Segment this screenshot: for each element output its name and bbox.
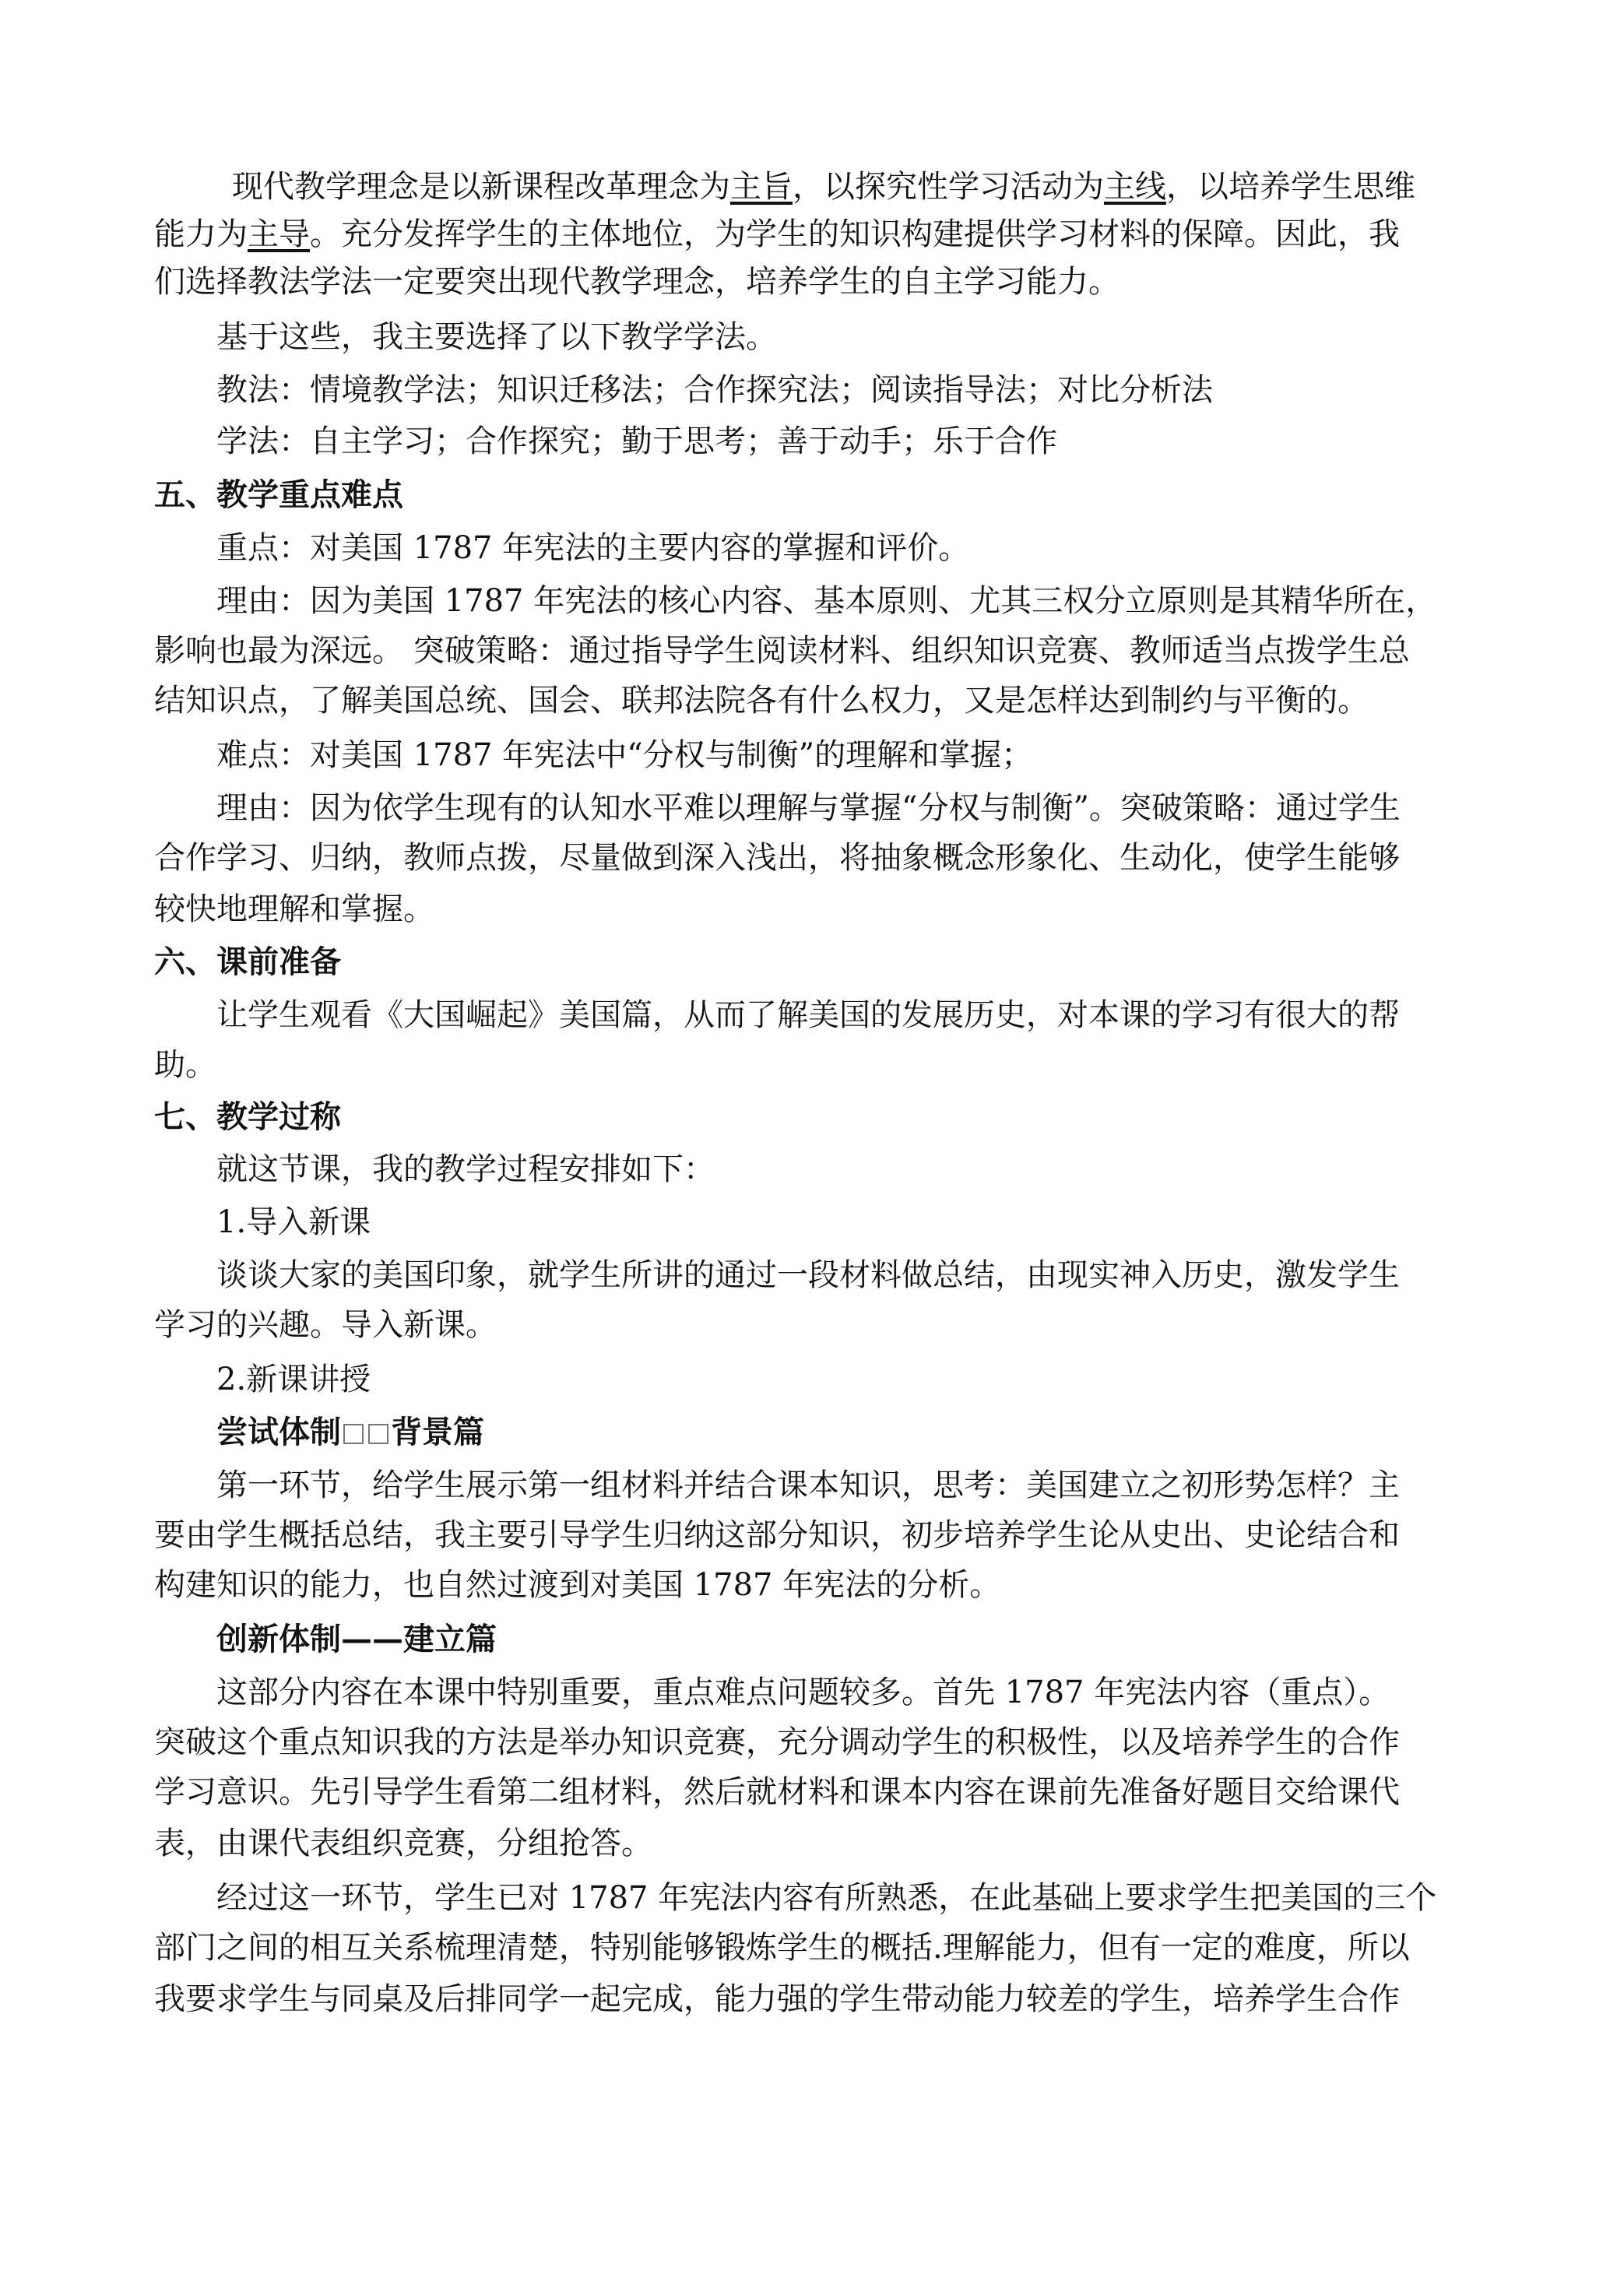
difficult-point-reason: 理由：因为依学生现有的认知水平难以理解与掌握“分权与制衡”。突破策略：通过学生 bbox=[216, 790, 1401, 826]
teaching-methods: 教法：情境教学法；知识迁移法；合作探究法；阅读指导法；对比分析法 bbox=[216, 372, 1213, 408]
process-intro: 就这节课，我的教学过程安排如下： bbox=[216, 1151, 715, 1187]
relations-para-line-1: 经过这一环节，学生已对 1787 年宪法内容有所熟悉，在此基础上要求学生把美国的三个 bbox=[216, 1880, 1437, 1916]
difficult-point-strategy-cont: 较快地理解和掌握。 bbox=[154, 891, 434, 927]
step-2-title: 2.新课讲授 bbox=[216, 1362, 371, 1397]
preparation-text-cont: 助。 bbox=[154, 1047, 216, 1083]
preparation-text: 让学生观看《大国崛起》美国篇，从而了解美国的发展历史，对本课的学习有很大的帮 bbox=[216, 997, 1400, 1033]
section-7-heading: 七、教学过称 bbox=[154, 1098, 341, 1135]
step-1-title: 1.导入新课 bbox=[216, 1204, 371, 1240]
subsection-background: 尝试体制 背景篇 bbox=[216, 1414, 484, 1450]
establishment-para-line-4: 表，由课代表组织竞赛，分组抢答。 bbox=[154, 1826, 652, 1861]
underlined-term: 主旨 bbox=[730, 169, 793, 205]
key-point-strategy-cont: 结知识点，了解美国总统、国会、联邦法院各有什么权力，又是怎样达到制约与平衡的。 bbox=[154, 683, 1369, 719]
missing-glyph-box bbox=[368, 1424, 388, 1444]
intro-line-1: 现代教学理念是以新课程改革理念为主旨，以探究性学习活动为主线，以培养学生思维 bbox=[232, 169, 1415, 205]
relations-para-line-3: 我要求学生与同桌及后排同学一起完成，能力强的学生带动能力较差的学生，培养学生合作 bbox=[154, 1981, 1400, 2017]
key-point: 重点：对美国 1787 年宪法的主要内容的掌握和评价。 bbox=[216, 530, 970, 566]
background-para-line-1: 第一环节，给学生展示第一组材料并结合课本知识，思考：美国建立之初形势怎样？主 bbox=[216, 1467, 1400, 1503]
underlined-term: 主导 bbox=[248, 216, 310, 252]
underlined-term: 主线 bbox=[1104, 169, 1166, 205]
establishment-para-line-3: 学习意识。先引导学生看第二组材料，然后就材料和课本内容在课前先准备好题目交给课代 bbox=[154, 1774, 1400, 1810]
step-1-text-cont: 学习的兴趣。导入新课。 bbox=[154, 1307, 497, 1343]
background-para-line-2: 要由学生概括总结，我主要引导学生归纳这部分知识，初步培养学生论从史出、史论结合和 bbox=[154, 1517, 1400, 1553]
establishment-para-line-1: 这部分内容在本课中特别重要，重点难点问题较多。首先 1787 年宪法内容（重点）。 bbox=[216, 1675, 1390, 1710]
subsection-establishment: 创新体制——建立篇 bbox=[216, 1621, 497, 1657]
key-point-strategy: 影响也最为深远。 突破策略：通过指导学生阅读材料、组织知识竞赛、教师适当点拨学生总 bbox=[154, 633, 1410, 669]
key-point-reason: 理由：因为美国 1787 年宪法的核心内容、基本原则、尤其三权分立原则是其精华所在， bbox=[216, 583, 1437, 619]
relations-para-line-2: 部门之间的相互关系梳理清楚，特别能够锻炼学生的概括.理解能力，但有一定的难度，所以 bbox=[154, 1930, 1410, 1966]
learning-methods: 学法：自主学习；合作探究；勤于思考；善于动手；乐于合作 bbox=[216, 424, 1057, 459]
section-6-heading: 六、课前准备 bbox=[154, 944, 341, 980]
intro-line-2: 能力为主导。充分发挥学生的主体地位，为学生的知识构建提供学习材料的保障。因此，我 bbox=[154, 216, 1400, 252]
establishment-para-line-2: 突破这个重点知识我的方法是举办知识竞赛，充分调动学生的积极性，以及培养学生的合作 bbox=[154, 1724, 1400, 1760]
section-5-heading: 五、教学重点难点 bbox=[154, 476, 403, 513]
difficult-point-strategy: 合作学习、归纳，教师点拨，尽量做到深入浅出，将抽象概念形象化、生动化，使学生能够 bbox=[154, 840, 1400, 876]
difficult-point: 难点：对美国 1787 年宪法中“分权与制衡”的理解和掌握； bbox=[216, 737, 1033, 773]
intro-line-4: 基于这些，我主要选择了以下教学学法。 bbox=[216, 319, 777, 355]
missing-glyph-box bbox=[343, 1424, 364, 1444]
background-para-line-3: 构建知识的能力，也自然过渡到对美国 1787 年宪法的分析。 bbox=[154, 1567, 1001, 1603]
step-1-text: 谈谈大家的美国印象，就学生所讲的通过一段材料做总结，由现实神入历史，激发学生 bbox=[216, 1257, 1400, 1293]
intro-line-3: 们选择教法学法一定要突出现代教学理念，培养学生的自主学习能力。 bbox=[154, 264, 1120, 300]
